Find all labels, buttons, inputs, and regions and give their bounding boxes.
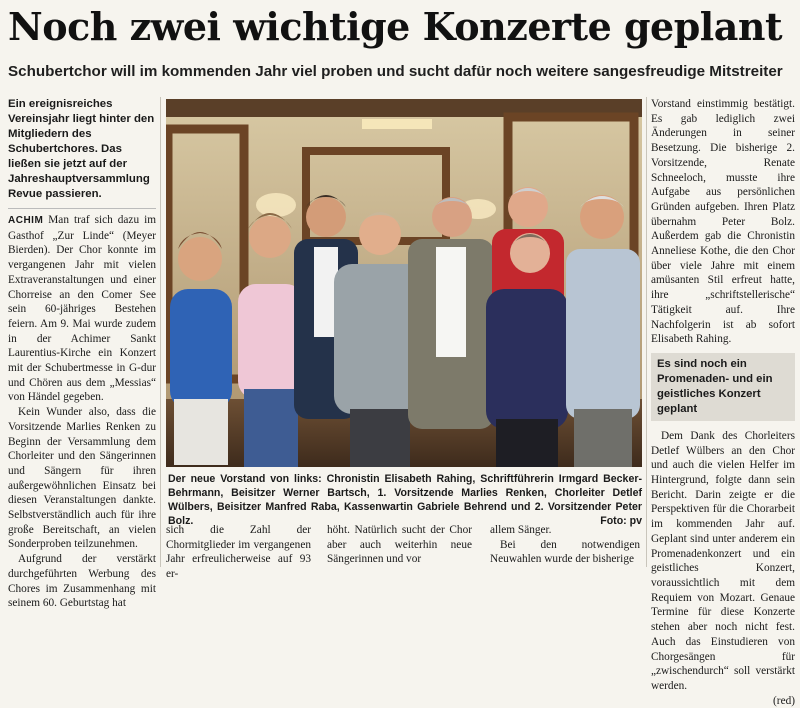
bottom-column-2: höht. Natürlich sucht der Chor aber auch weiterhin neue Sängerinnen und vor: [327, 524, 472, 566]
teaser: Ein ereignisreiches Vereinsjahr liegt hinter den Mitgliedern des Schubertchores. Das ließen sie jetzt auf der Jahreshauptversammlung Revue passieren.: [8, 97, 156, 209]
photo-credit: Foto: pv: [600, 515, 642, 527]
signoff: (red): [773, 694, 795, 707]
headline: Noch zwei wichtige Konzerte geplant: [8, 4, 783, 49]
photo-caption: [168, 472, 642, 528]
right-column: [651, 97, 795, 708]
bottom-column-3-paragraph: Bei den notwendigen Neuwahlen wurde der bisherige: [490, 538, 640, 566]
group-photo: [166, 99, 642, 467]
subheadline: Schubertchor will im kommenden Jahr viel proben und sucht dafür noch weitere sangesfreudige Mitstreiter: [8, 63, 783, 80]
paragraph-3: Aufgrund der verstärkt durchgeführten Werbung des Chores im Zusammenhang mit seinem 60. Geburtstag hat: [8, 553, 156, 610]
paragraph-1: [8, 213, 156, 405]
left-column: [8, 97, 156, 611]
paragraph-1-text: Man traf sich dazu im Gasthof „Zur Linde“ (Meyer Bierden). Der Chor konnte im vergangenen Jahr mit vielen Extraveranstaltungen und einer Chorreise an den Comer See sein 60-jähriges Bestehen feiern. Am 9. Mai wurde zudem in der Achimer Sankt Laurentius-Kirche ein Konzert mit der Schubertmesse in G-dur und Chören aus dem „Messias“ von Händel gegeben.: [8, 214, 156, 404]
column-divider-right: [646, 97, 647, 567]
right-paragraph-1: Vorstand einstimmig bestätigt. Es gab lediglich zwei Änderungen in seiner Besetzung. Die bisherige 2. Vorsitzende, Renate Schneeloch, musste ihre Aufgabe aus persönlichen Gründen aufgeben. Ihren Platz übernahm Peter Bolz. Außerdem gab die Chronistin Anneliese Kothe, die den Chor über viele Jahre mit einem amüsanten Stil erfreut hatte, ihre „schriftstellerische“ Tätigkeit auf. Ihre Nachfolgerin ist ab sofort Elisabeth Rahing.: [651, 98, 795, 346]
bottom-column-3: [490, 523, 640, 567]
caption-text: Der neue Vorstand von links: Chronistin Elisabeth Rahing, Schriftführerin Irmgard Becker-Behrmann, Beisitzer Werner Bartsch, 1. Vorsitzende Marlies Renken, Chorleiter Detlef Wülbers, Beisitzer Manfred Raba, Kassenwartin Gabriele Behrend und 2. Vorsitzender Peter Bolz.: [168, 473, 642, 527]
bottom-column-3-line: allem Sänger.: [490, 524, 552, 536]
dateline: ACHIM: [8, 215, 44, 226]
column-divider-left: [160, 97, 161, 567]
paragraph-2: Kein Wunder also, dass die Vorsitzende Marlies Renken zu Beginn der Versammlung dem Chorleiter und den Sängerinnen und Sängern für ihren außergewöhnlichen Einsatz bei diesen Veranstaltungen dankte. Selbstverständlich auch für ihre große Bereitschaft, an vielen Sonderproben teilzunehmen.: [8, 406, 156, 551]
bottom-column-1: sich die Zahl der Chormitglieder im vergangenen Jahr erfreulicherweise auf 93 er-: [166, 524, 311, 581]
right-paragraph-2: Dem Dank des Chorleiters Detlef Wülbers an den Chor und auch die vielen Helfer im Hintergrund, folgte dann sein Bericht. Darin zeigte er die Perspektiven für die Chorarbeit im kommenden Jahr auf. Geplant sind unter anderem ein Promenadenkonzert und ein geistliches Konzert, voraussichtlich mit dem Requiem von Mozart. Genaue Termine für diese Konzerte stehen aber noch nicht fest. Auch das Einstudieren von Chorgesängen für „zwischendurch“ soll verstärkt werden.: [651, 429, 795, 692]
subheading-box: Es sind noch ein Promenaden- und ein geistliches Konzert geplant: [651, 353, 795, 421]
